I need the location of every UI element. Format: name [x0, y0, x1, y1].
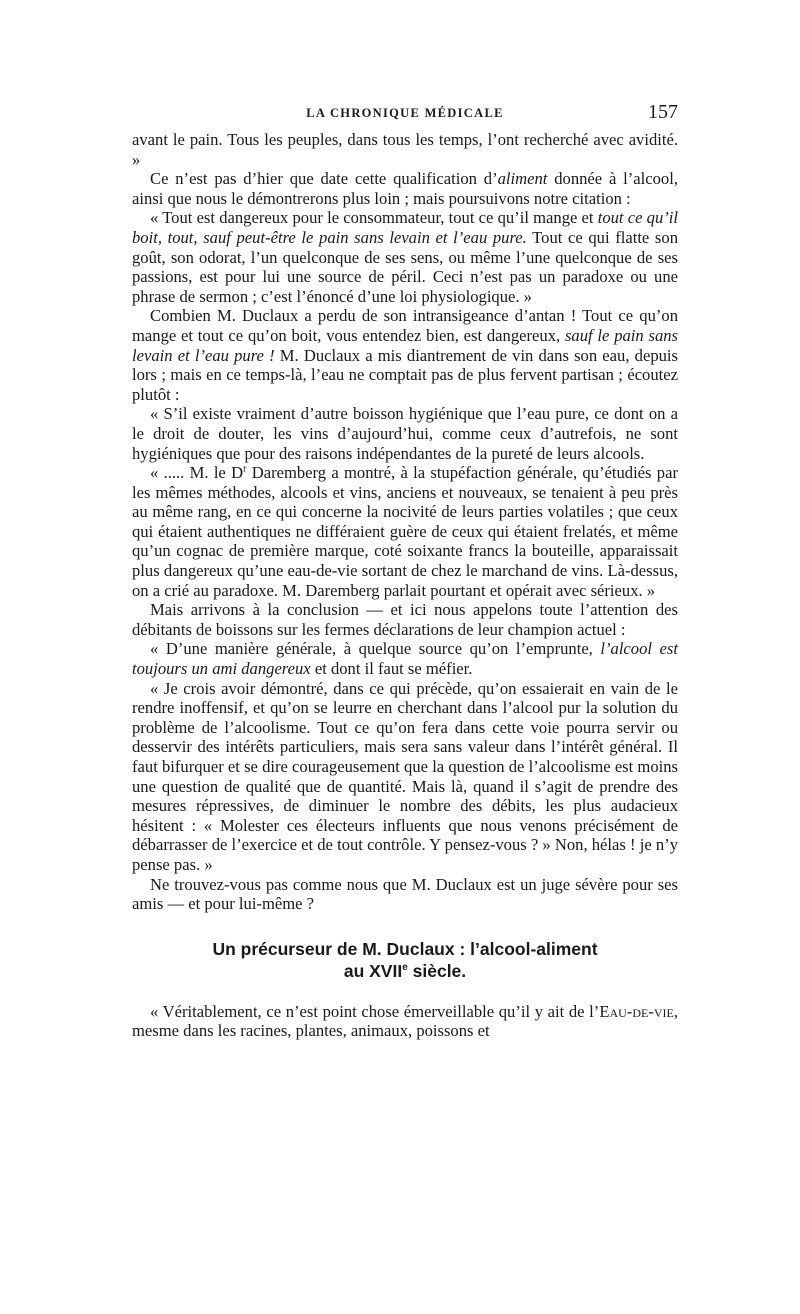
- italic-text: tout ce qu’il boit, tout, sauf peut-être le pain sans levain et l’eau pure.: [132, 208, 678, 247]
- text-segment: Tout ce qui flatte son goût, son odorat, l’un quelconque de ses sens, ou même l’une quelconque de ses passions, est pour lui une source de péril. Ceci n’est pas un paradoxe ou une phrase de sermon ; c’est l’énoncé d’une loi physiologique. »: [132, 227, 678, 306]
- section-title-text: au XVII: [343, 960, 403, 981]
- text-segment: donnée à l’alcool, ainsi que nous le démontrerons plus loin ; mais poursuivons notre citation :: [132, 169, 678, 208]
- paragraph: [132, 679, 678, 875]
- paragraph: [132, 875, 678, 914]
- page-number: 157: [648, 101, 678, 123]
- paragraph: [132, 208, 678, 306]
- text-segment: « D’une manière générale, à quelque source qu’on l’emprunte,: [150, 639, 601, 659]
- paragraph: [132, 306, 678, 404]
- text-segment: Mais arrivons à la conclusion — et ici nous appelons toute l’attention des débitants de boissons sur les fermes déclarations de leur champion actuel :: [132, 600, 678, 639]
- running-title: LA CHRONIQUE MÉDICALE: [306, 106, 504, 120]
- paragraph: [132, 130, 678, 169]
- text-segment: « Je crois avoir démontré, dans ce qui précède, qu’on essaierait en vain de le rendre inoffensif, et qu’on se leurre en cherchant dans l’alcool pur la solution du problème de l’alcoolisme. Tout ce qu’on fera dans cette voie pourra servir ou desservir des intérêts particuliers, mais sera sans valeur dans l’intérêt général. Il faut bifurquer et se dire courageusement que la question de l’alcoolisme est moins une question de qualité que de quantité. Mais là, quand il s’agit de prendre des mesures répressives, de diminuer le nombre des débits, les plus audacieux hésitent : « Molester ces électeurs influents que nous venons précisément de débarrasser de l’exercice et de tout contrôle. Y pensez-vous ? » Non, hélas ! je n’y pense pas. »: [132, 678, 678, 874]
- paragraph: [132, 169, 678, 208]
- section-title-line-1: Un précurseur de M. Duclaux : l’alcool-aliment: [212, 938, 598, 959]
- paragraph: [132, 463, 678, 600]
- text-segment: « S’il existe vraiment d’autre boisson hygiénique que l’eau pure, ce dont on a le droit de douter, les vins d’aujourd’hui, comme ceux d’autrefois, ne sont hygiéniques que pour des raisons indépendantes de la pureté de leurs alcools.: [132, 404, 678, 463]
- closing-paragraph: [132, 1002, 678, 1041]
- closing-text-end: , mesme dans les racines, plantes, animaux, poissons et: [132, 1001, 678, 1041]
- paragraph: [132, 600, 678, 639]
- closing-smallcaps: Eau-de-vie: [599, 1001, 674, 1021]
- text-segment: Ce n’est pas d’hier que date cette qualification d’: [150, 169, 498, 189]
- text-segment: M. Duclaux a mis diantrement de vin dans son eau, depuis lors ; mais en ce temps-là, l’eau ne comptait pas de plus fervent partisan ; écoutez plutôt :: [132, 345, 678, 404]
- paragraph-list: [132, 130, 678, 914]
- italic-text: l’alcool est toujours un ami dangereux: [132, 639, 678, 679]
- paragraph: [132, 404, 678, 463]
- italic-text: aliment: [497, 169, 548, 189]
- italic-text: sauf le pain sans levain et l’eau pure !: [132, 325, 679, 365]
- text-segment: « ..... M. le D: [150, 463, 244, 483]
- section-title-line-2: [132, 960, 678, 982]
- page-header: [132, 101, 678, 124]
- paragraph: [132, 639, 678, 678]
- superscript: r: [243, 463, 247, 475]
- text-segment: avant le pain. Tous les peuples, dans tous les temps, l’ont recherché avec avidité. »: [132, 130, 678, 169]
- section-title-superscript: e: [402, 961, 408, 973]
- text-segment: Combien M. Duclaux a perdu de son intransigeance d’antan ! Tout ce qu’on mange et tout ce qu’on boit, vous entendez bien, est dangereux,: [132, 306, 678, 345]
- text-segment: Ne trouvez-vous pas comme nous que M. Duclaux est un juge sévère pour ses amis — et pour lui-même ?: [132, 874, 678, 914]
- text-segment: et dont il faut se méfier.: [310, 659, 473, 679]
- text-segment: « Tout est dangereux pour le consommateur, tout ce qu’il mange et: [150, 208, 598, 228]
- text-segment: Daremberg a montré, à la stupéfaction générale, qu’étudiés par les mêmes méthodes, alcools et vins, anciens et nouveaux, se tenaient à peu près au même rang, en ce qui concerne la nocivité de leurs parties volatiles ; que ceux qui étaient authentiques ne différaient guère de ceux qui étaient frelatés, et même qu’un cognac de première marque, coté soixante francs la bouteille, apparaissait plus dangereux qu’une eau-de-vie sortant de chez le marchand de vins. Là-dessus, on a crié au paradoxe. M. Daremberg parlait pourtant et opérait avec sérieux. »: [132, 463, 678, 600]
- closing-text-start: « Véritablement, ce n’est point chose émerveillable qu’il y ait de l’: [150, 1001, 600, 1021]
- section-title: [132, 938, 678, 982]
- section-title-text-end: siècle.: [407, 960, 467, 981]
- article-body: [132, 130, 678, 1041]
